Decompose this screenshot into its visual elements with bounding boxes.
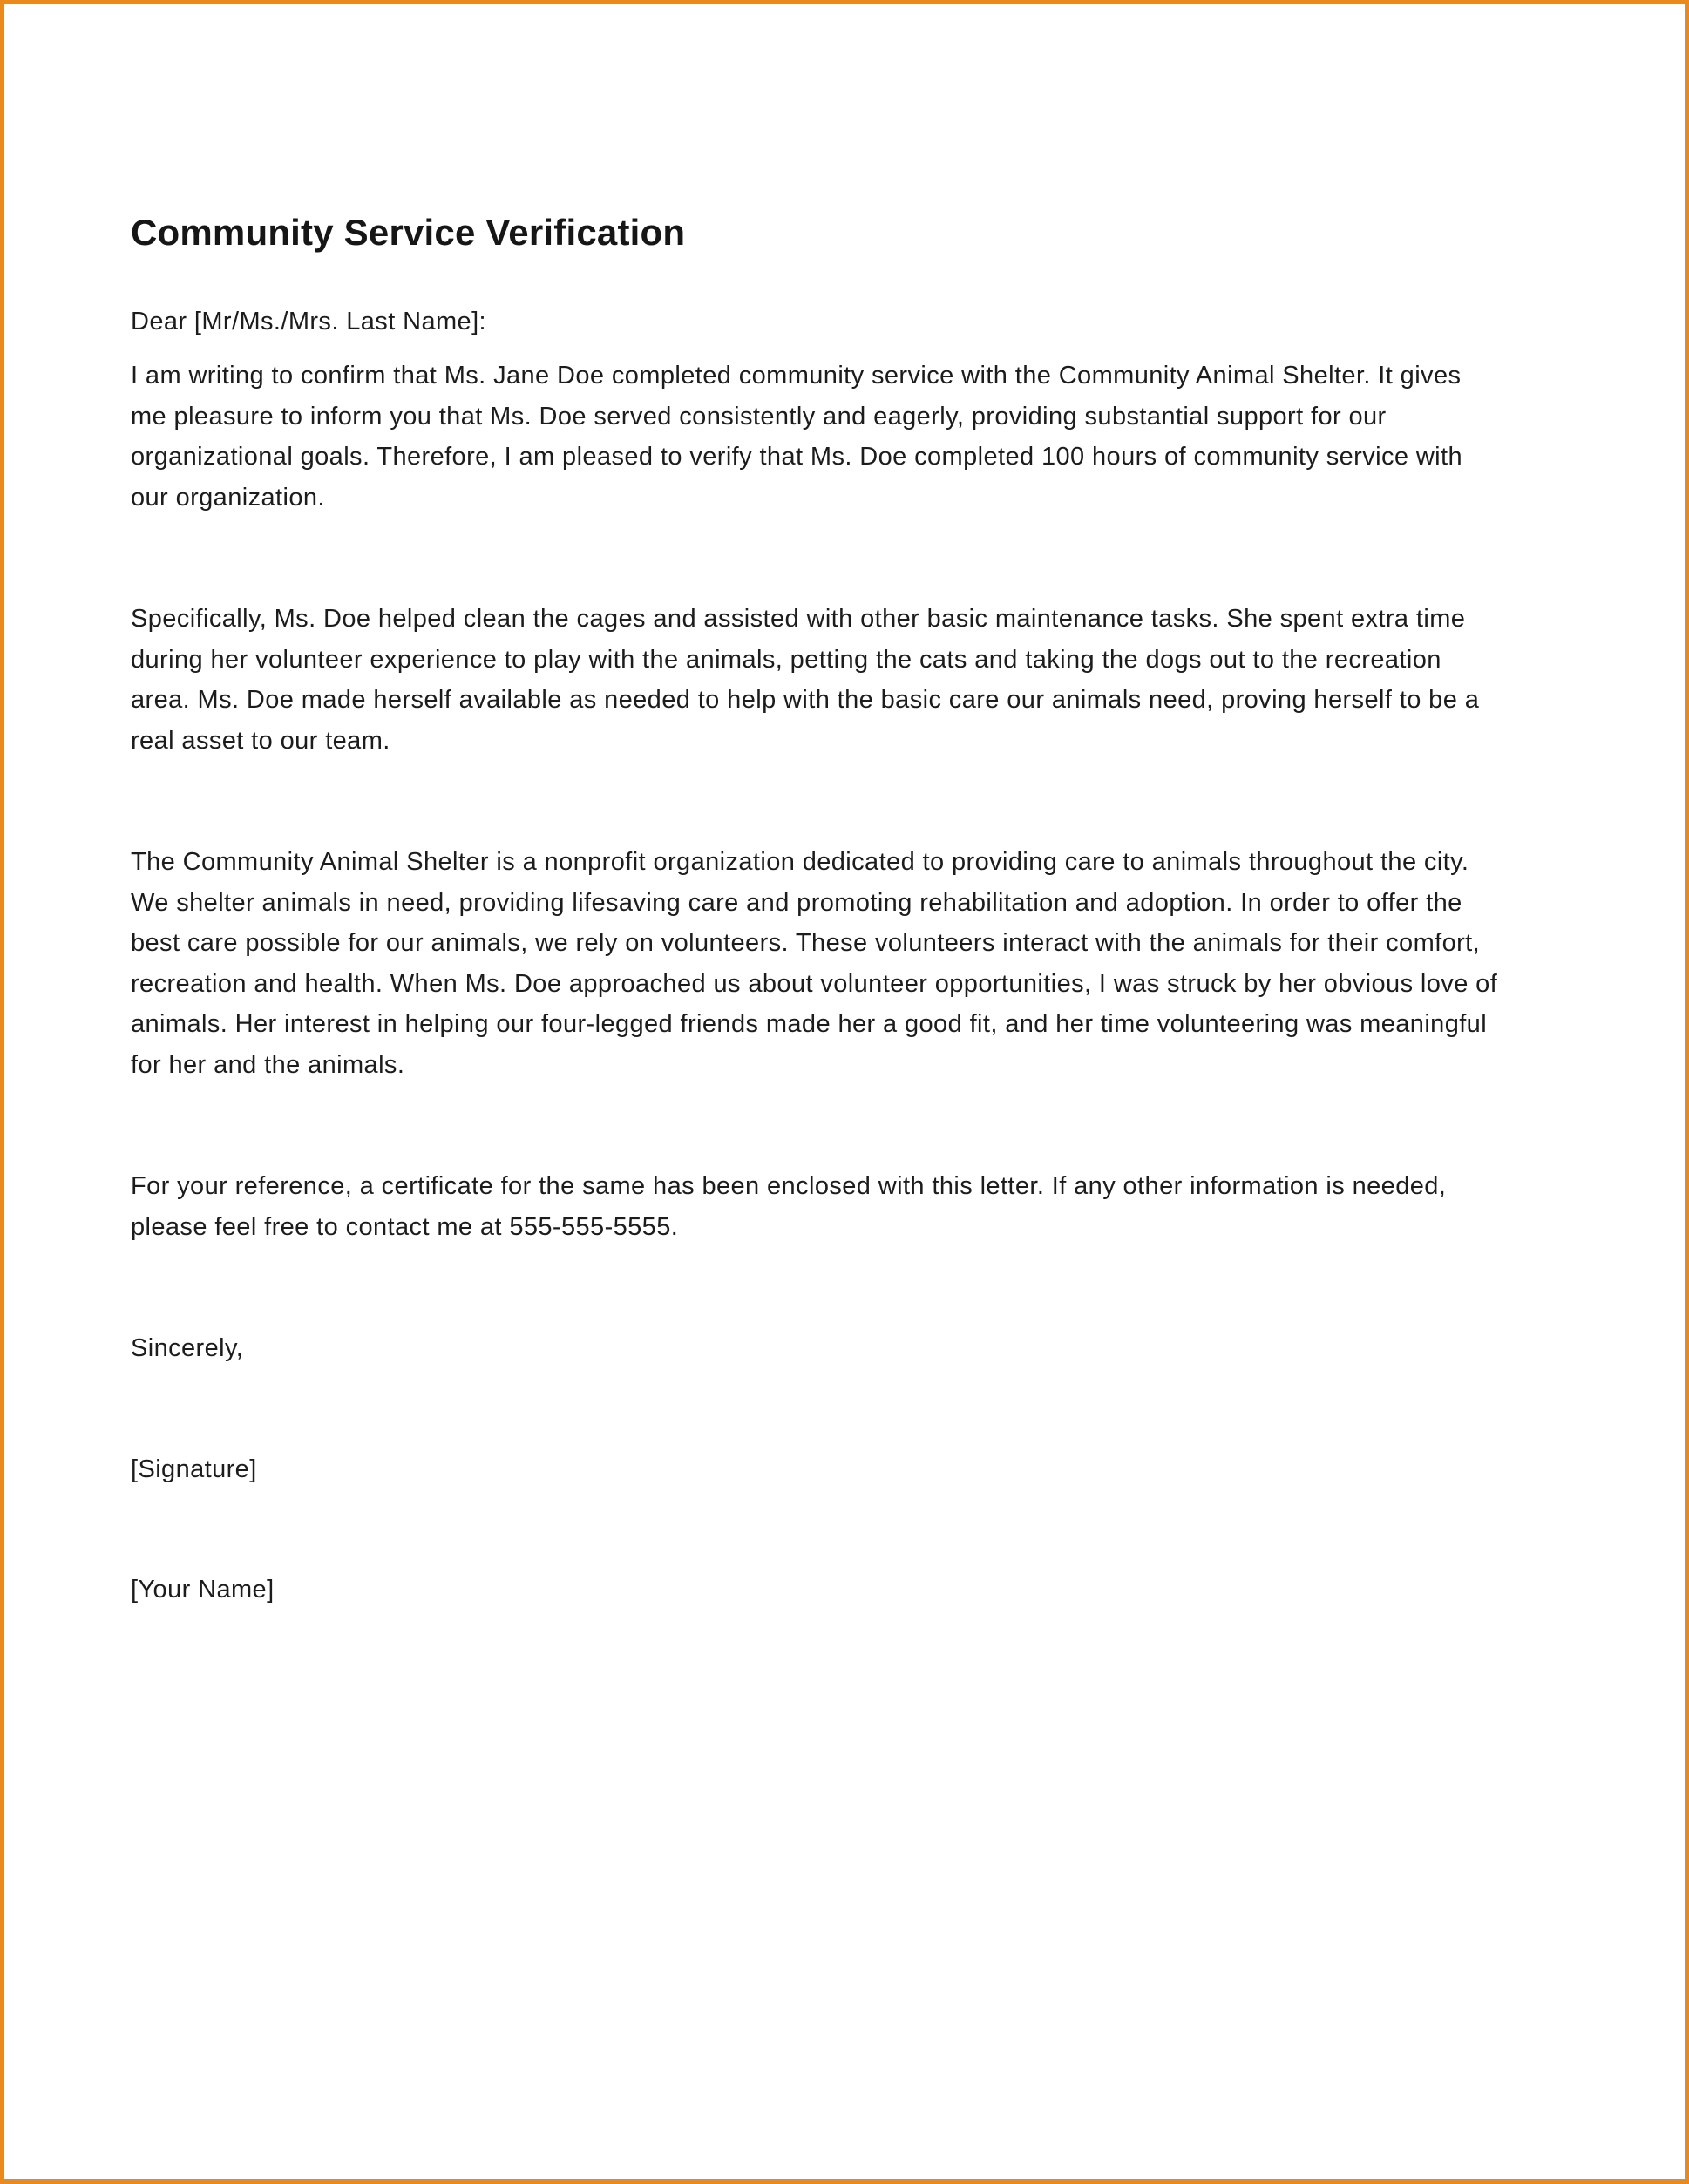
salutation-line: Dear [Mr/Ms./Mrs. Last Name]: xyxy=(131,308,486,336)
letter-content xyxy=(131,212,1501,1691)
body-paragraph-2: Specifically, Ms. Doe helped clean the cages and assisted with other basic maintenance tasks. She spent extra time during her volunteer experience to play with the animals, petting the cats and taking the dogs out to the recreation area. Ms. Doe made herself available as needed to help with the basic care our animals need, proving herself to be a real asset to our team. xyxy=(131,605,1480,755)
closing-line: Sincerely, xyxy=(131,1334,244,1362)
body-paragraph-3: The Community Animal Shelter is a nonprofit organization dedicated to providing care to animals throughout the city. We shelter animals in need, providing lifesaving care and promoting rehabilitation and adoption. In order to offer the best care possible for our animals, we rely on volunteers. These volunteers interact with the animals for their comfort, recreation and health. When Ms. Doe approached us about volunteer opportunities, I was struck by her obvious love of animals. Her interest in helping our four-legged friends made her a good fit, and her time volunteering was meaningful for her and the animals. xyxy=(131,848,1498,1079)
body-paragraph-4: For your reference, a certificate for the same has been enclosed with this letter. If any other information is needed, please feel free to contact me at 555-555-5555. xyxy=(131,1172,1447,1241)
body-paragraph-1: I am writing to confirm that Ms. Jane Doe completed community service with the Community Animal Shelter. It gives me pleasure to inform you that Ms. Doe served consistently and eagerly, providing substantial support for our organizational goals. Therefore, I am pleased to verify that Ms. Doe completed 100 hours of community service with our organization. xyxy=(131,362,1463,512)
letter-title: Community Service Verification xyxy=(131,212,686,253)
name-placeholder: [Your Name] xyxy=(131,1576,275,1604)
signature-placeholder: [Signature] xyxy=(131,1455,257,1483)
